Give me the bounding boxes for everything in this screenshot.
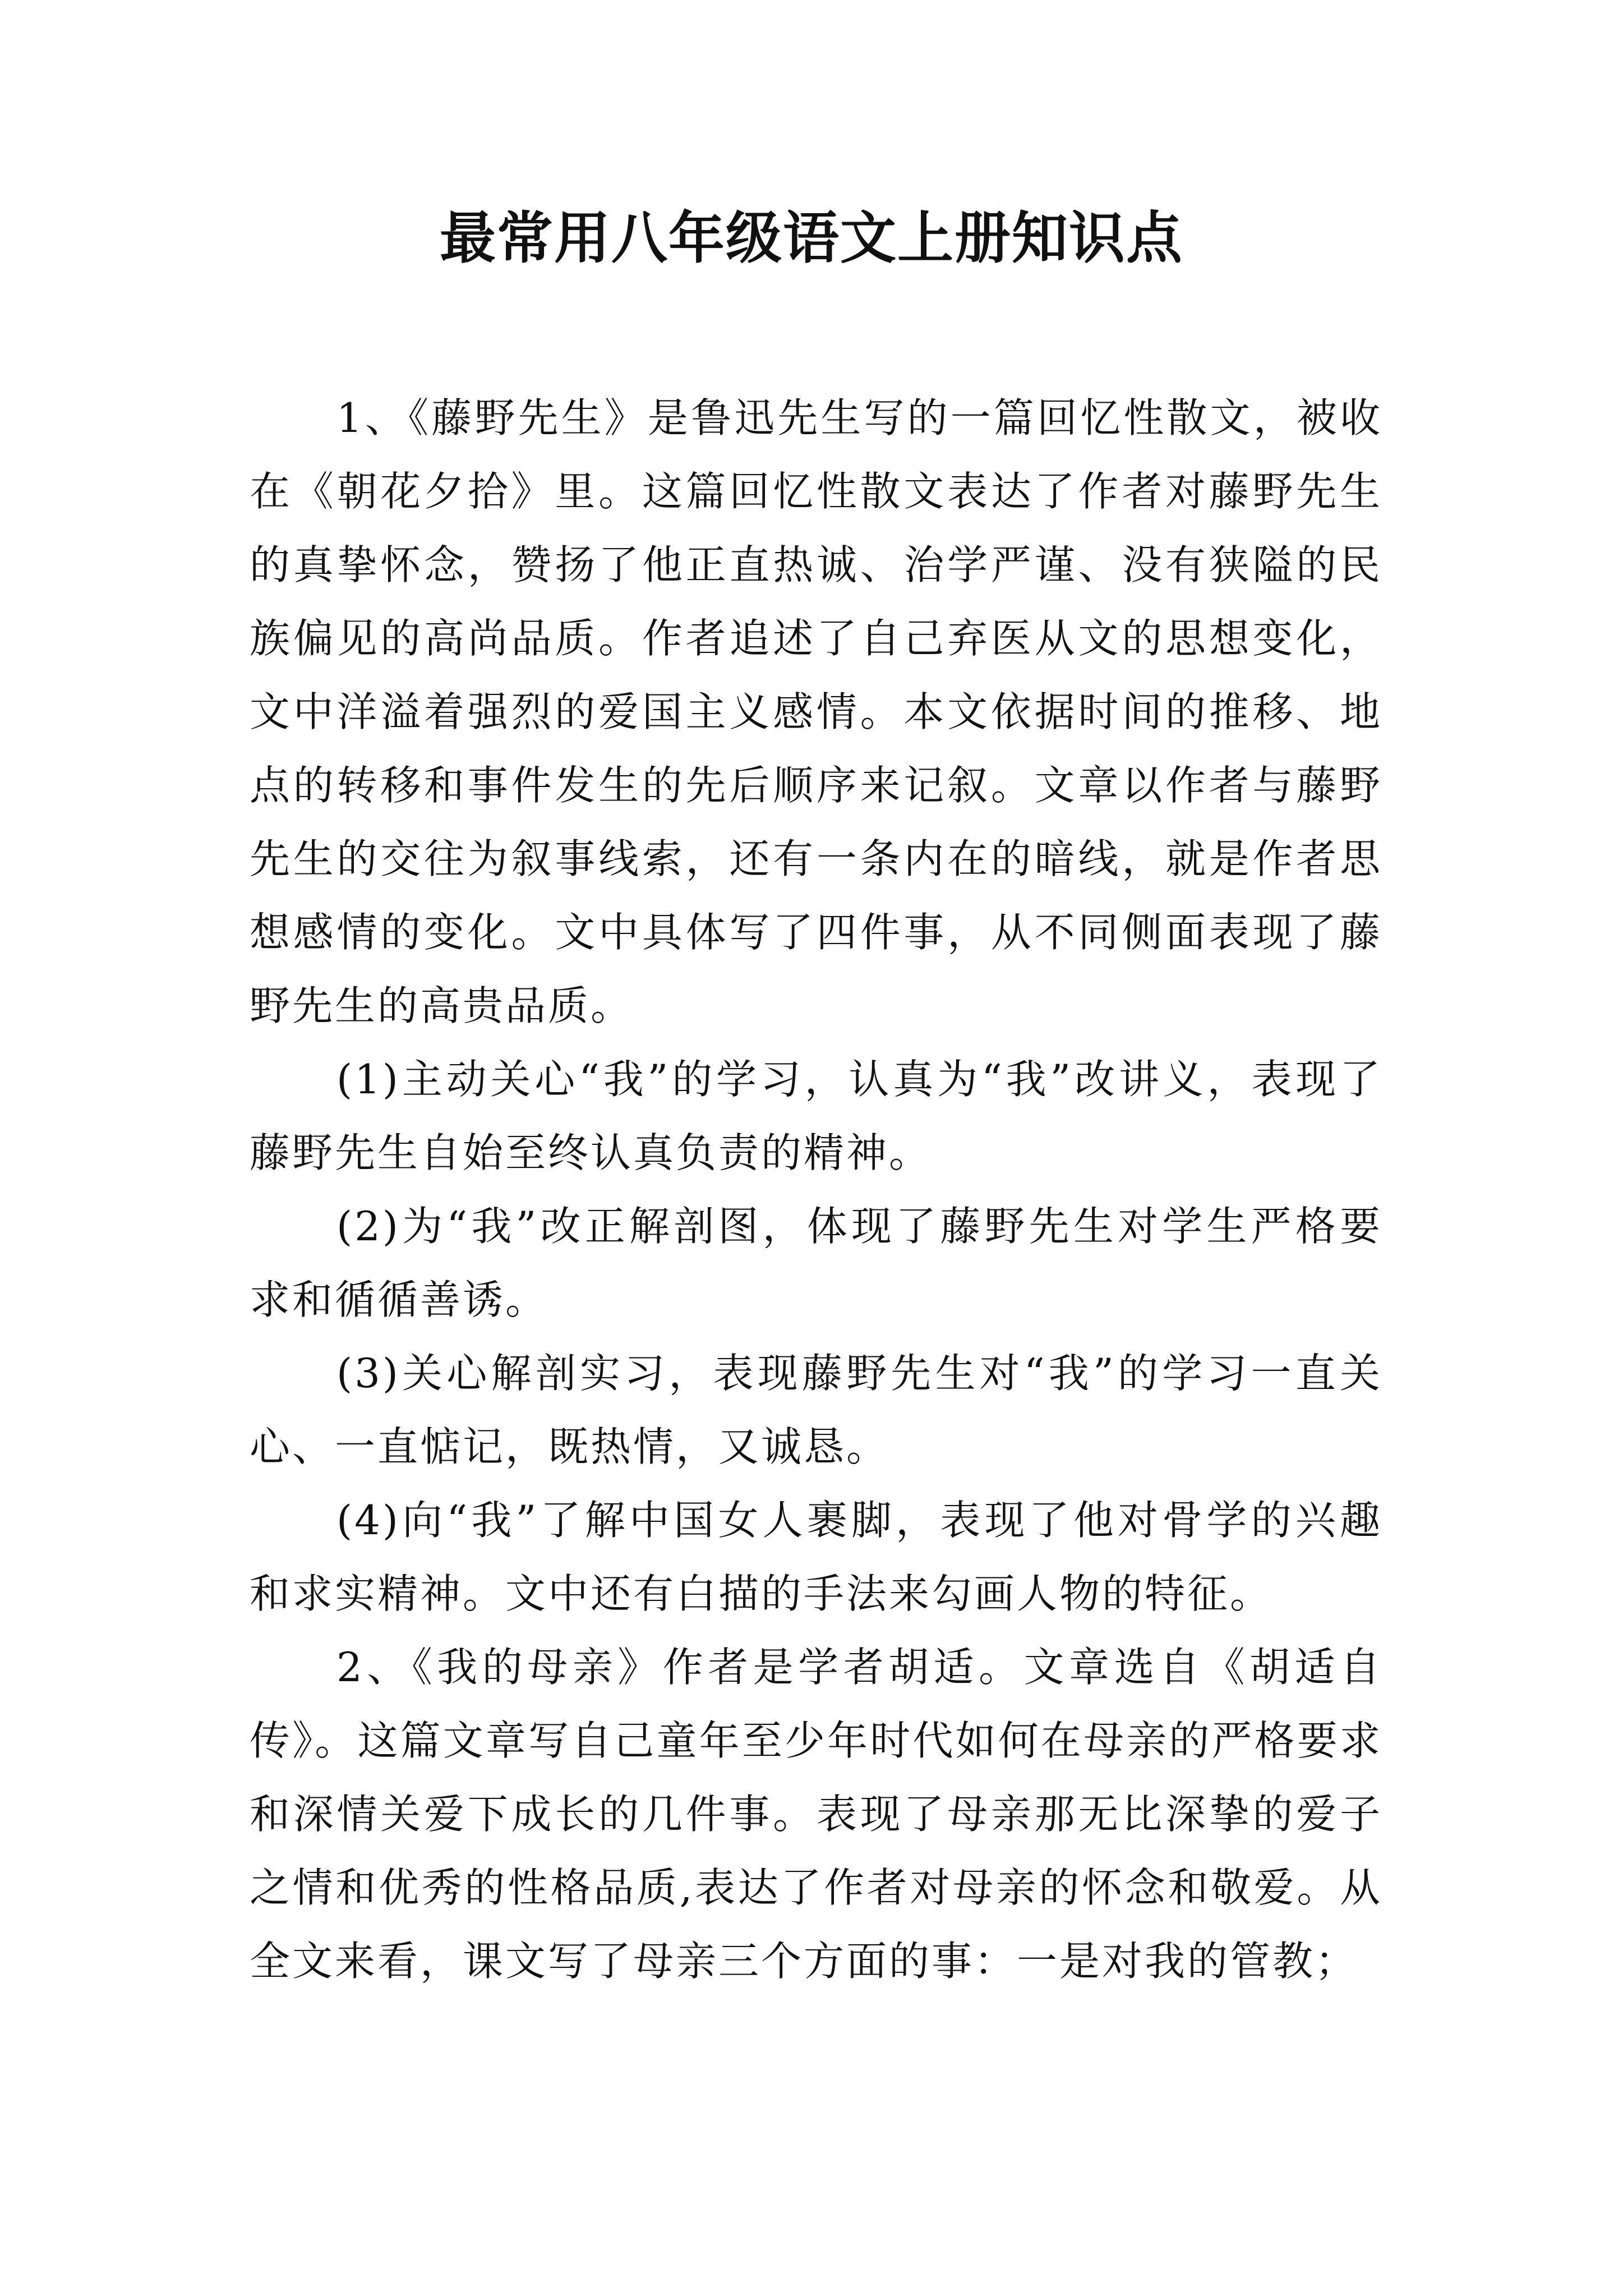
page-title: 最常用八年级语文上册知识点 xyxy=(440,205,1183,271)
paragraph-point-3: (3)关心解剖实习，表现藤野先生对“我”的学习一直关心、一直惦记，既热情，又诚恳。 xyxy=(250,1350,1382,1470)
paragraph-fujino: 1、《藤野先生》是鲁迅先生写的一篇回忆性散文，被收在《朝花夕拾》里。这篇回忆性散文表达了作者对藤野先生的真挚怀念，赞扬了他正直热诚、治学严谨、没有狭隘的民族偏见的高尚品质。作者追述了自己弃医从文的思想变化，文中洋溢着强烈的爱国主义感情。本文依据时间的推移、地点的转移和事件发生的先后顺序来记叙。文章以作者与藤野先生的交往为叙事线索，还有一条内在的暗线，就是作者思想感情的变化。文中具体写了四件事，从不同侧面表现了藤野先生的高贵品质。 xyxy=(250,394,1382,1029)
paragraph-point-4: (4)向“我”了解中国女人裹脚，表现了他对骨学的兴趣和求实精神。文中还有白描的手法来勾画人物的特征。 xyxy=(250,1497,1382,1617)
paragraph-my-mother: 2、《我的母亲》作者是学者胡适。文章选自《胡适自传》。这篇文章写自己童年至少年时代如何在母亲的严格要求和深情关爱下成长的几件事。表现了母亲那无比深挚的爱子之情和优秀的性格品质,表达了作者对母亲的怀念和敬爱。从全文来看，课文写了母亲三个方面的事：一是对我的管教； xyxy=(250,1644,1382,1985)
paragraph-point-1: (1)主动关心“我”的学习，认真为“我”改讲义，表现了藤野先生自始至终认真负责的精神。 xyxy=(250,1056,1382,1176)
paragraph-point-2: (2)为“我”改正解剖图，体现了藤野先生对学生严格要求和循循善诱。 xyxy=(250,1203,1382,1323)
document-body xyxy=(250,381,1382,1998)
